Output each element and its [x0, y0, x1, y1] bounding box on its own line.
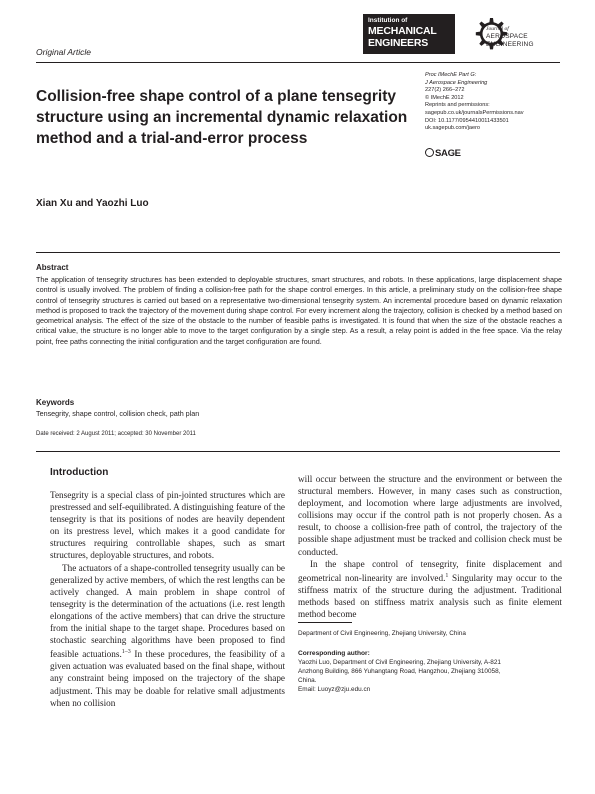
footnote-divider [298, 622, 352, 623]
header-divider [36, 62, 560, 63]
logo-line-1: Institution of [368, 17, 408, 24]
intro-paragraph-2-part-a: The actuators of a shape-controlled tensegrity usually can be generalized by active members, of which the rest lengths can be actively changed. A main problem in shape control of tensegrity is the determination of the actuations (i.e. rest length elongations of the active members) that can drive the structure from the initial shape to the target shape. Procedures based on stochastic searching algorithms have been proposed to find feasible actuations. [50, 562, 285, 660]
keywords-text: Tensegrity, shape control, collision check, path plan [36, 409, 200, 418]
imeche-logo [363, 14, 455, 54]
journal-name-line-1: AEROSPACE [486, 33, 528, 40]
corr-email-link[interactable]: Email: Luoyz@zju.edu.cn [298, 685, 371, 693]
logo-line-3: ENGINEERS [368, 37, 429, 49]
article-meta [425, 72, 565, 133]
article-dates: Date received: 2 August 2011; accepted: 30 November 2011 [36, 431, 196, 437]
intro-paragraph-2 [50, 562, 285, 709]
corr-line-2: Anzhong Building, 866 Yuhangtang Road, Hangzhou, Zhejiang 310058, [298, 667, 501, 675]
sage-wordmark: SAGE [435, 148, 461, 159]
intro-paragraph-3: will occur between the structure and the environment or between the structural members. However, in many cases such as construction, deployment, and locomotion where large adjustments are involved, collisions may occur if the control path is not properly chosen. As a result, to choose a collision-free path of control, the trajectory of the possible shape adjustment must be tracked and collision check must be conducted. [298, 474, 562, 557]
citation-ref[interactable]: 1 [445, 572, 449, 579]
corr-line-1: Yaozhi Luo, Department of Civil Engineering, Zhejiang University, A-821 [298, 659, 501, 666]
abstract-text: The application of tensegrity structures has been extended to deployable structures, smart structures, and robots. In these applications, large displacement shape control is usually involved. The problem of finding a collision-free path for the shape control emerges. In this article, a preliminary study on the collision-free shape control of tensegrity structures is carried out based on a representative two-dimensional tensegrity system. An incremental procedure based on dynamic relaxation method is proposed to track the trajectory of the movement during shape control. For every increment along the trajectory, collision is checked by a method based on geometrical analysis. The effect of the size of the obstacle to the number of feasible paths is investigated. It is found that when the size of the obstacle reaches a critical value, the structure is no longer able to move to the target configuration by a single step. As a result, a relay point is added in the free space. Via the relay point, free paths connecting the initial configuration and the target configuration are found. [36, 275, 562, 346]
journal-name [486, 33, 534, 48]
corr-line-3: China. [298, 676, 317, 684]
journal-name-line-2: ENGINEERING [486, 40, 534, 48]
meta-reprints: Reprints and permissions: [425, 102, 490, 109]
corresponding-author-heading: Corresponding author: [298, 650, 370, 657]
right-column [298, 473, 562, 620]
meta-copyright: © IMechE 2012 [425, 94, 464, 101]
sage-logo [425, 148, 461, 159]
meta-journal-short: Proc IMechE Part G: [425, 72, 477, 78]
intro-paragraph-2-part-b: In these procedures, the feasibility of a given actuation was evaluated based on the final shape, without any constraint being imposed on the trajectory of the shape adjustment. This may be doable for relative small adjustments when no collision [50, 649, 285, 708]
introduction-heading: Introduction [50, 467, 109, 478]
journal-of-label: Journal of [486, 26, 509, 32]
meta-reprints-link[interactable]: sagepub.co.uk/journalsPermissions.nav [425, 109, 524, 116]
keywords-heading: Keywords [36, 398, 75, 407]
logo-line-2: MECHANICAL [368, 25, 437, 37]
article-type: Original Article [36, 47, 91, 57]
meta-doi[interactable]: DOI: 10.1177/0954410011433501 [425, 117, 509, 124]
journal-badge [470, 12, 580, 58]
intro-paragraph-4-part-a: In the shape control of tensegrity, finite displacement and geometrical non-linearity are involved. [298, 558, 562, 583]
abstract-heading: Abstract [36, 263, 69, 272]
meta-volume: 227(2) 266–272 [425, 87, 465, 94]
dates-divider [36, 451, 560, 452]
intro-paragraph-4-part-b: Singularity may occur to the stiffness matrix of the structure during the adjustment. Traditional methods based on stiffness matrix analysis such as finite element method become [298, 572, 562, 620]
intro-paragraph-4 [298, 558, 562, 621]
sage-circle-icon [425, 148, 434, 157]
author-affiliation: Department of Civil Engineering, Zhejiang University, China [298, 630, 466, 637]
article-title: Collision-free shape control of a plane tensegrity structure using an incremental dynamic relaxation method and a trial-and-error process [36, 88, 408, 147]
citation-ref[interactable]: 1–3 [121, 649, 131, 656]
corresponding-author-details [298, 659, 564, 695]
meta-site-link[interactable]: uk.sagepub.com/jaero [425, 125, 481, 132]
intro-paragraph-1: Tensegrity is a special class of pin-jointed structures which are prestressed and self-equilibrated. A distinguishing feature of the tensegrity is that its positions of nodes are heavily dependent on its prestress level, which makes it a good candidate for structures requiring controllable shapes, such as smart structures, deployable structures, and robots. [50, 490, 285, 561]
article-authors: Xian Xu and Yaozhi Luo [36, 198, 149, 209]
abstract-divider [36, 252, 560, 253]
left-column [50, 489, 285, 709]
meta-journal-name: J Aerospace Engineering [425, 79, 488, 86]
